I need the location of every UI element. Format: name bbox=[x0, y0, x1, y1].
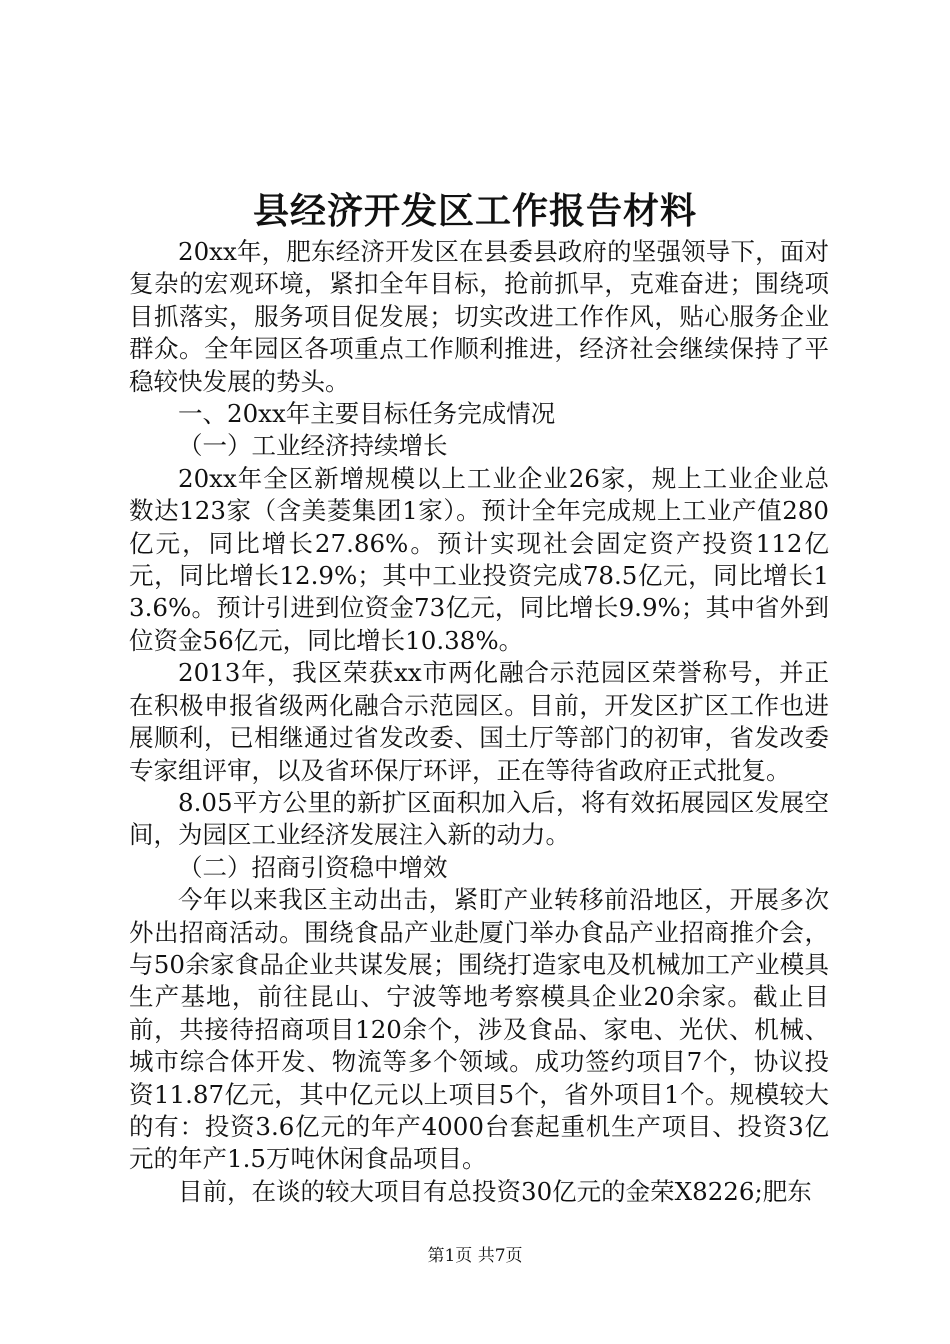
paragraph-intro: 20xx年，肥东经济开发区在县委县政府的坚强领导下，面对复杂的宏观环境，紧扣全年目标，抢前抓早，克难奋进；围绕项目抓落实，服务项目促发展；切实改进工作作风，贴心服务企业群众。全年园区各项重点工作顺利推进，经济社会继续保持了平稳较快发展的势头。 bbox=[129, 237, 829, 396]
paragraph-industry-growth: 20xx年全区新增规模以上工业企业26家，规上工业企业总数达123家（含美菱集团1家）。预计全年完成规上工业产值280亿元，同比增长27.86%。预计实现社会固定资产投资112亿元，同比增长12.9%；其中工业投资完成78.5亿元，同比增长13.6%。预计引进到位资金73亿元，同比增长9.9%；其中省外到位资金56亿元，同比增长10.38%。 bbox=[129, 463, 829, 655]
document-title: 县经济开发区工作报告材料 bbox=[252, 190, 697, 232]
subsection-heading-2: （二）招商引资稳中增效 bbox=[178, 852, 448, 882]
page-footer: 第1页 共7页 bbox=[427, 1246, 523, 1266]
subsection-heading-1: （一）工业经济持续增长 bbox=[178, 431, 448, 461]
paragraph-investment: 今年以来我区主动出击，紧盯产业转移前沿地区，开展多次外出招商活动。围绕食品产业赴厦门举办食品产业招商推介会，与50余家食品企业共谋发展；围绕打造家电及机械加工产业模具生产基地，前往昆山、宁波等地考察模具企业20余家。截止目前，共接待招商项目120余个，涉及食品、家电、光伏、机械、城市综合体开发、物流等多个领域。成功签约项目7个，协议投资11.87亿元，其中亿元以上项目5个，省外项目1个。规模较大的有：投资3.6亿元的年产4000台套起重机生产项目、投资3亿元的年产1.5万吨休闲食品项目。 bbox=[129, 885, 829, 1174]
paragraph-honors: 2013年，我区荣获xx市两化融合示范园区荣誉称号，并正在积极申报省级两化融合示范园区。目前，开发区扩区工作也进展顺利，已相继通过省发改委、国土厅等部门的初审，省发改委专家组评审，以及省环保厅环评，正在等待省政府正式批复。 bbox=[129, 658, 829, 785]
document-body bbox=[129, 236, 829, 1208]
paragraph-projects: 目前，在谈的较大项目有总投资30亿元的金荣X8226;肥东 bbox=[178, 1176, 812, 1206]
paragraph-expansion: 8.05平方公里的新扩区面积加入后，将有效拓展园区发展空间，为园区工业经济发展注入新的动力。 bbox=[129, 787, 829, 850]
section-heading-1: 一、20xx年主要目标任务完成情况 bbox=[178, 399, 556, 429]
